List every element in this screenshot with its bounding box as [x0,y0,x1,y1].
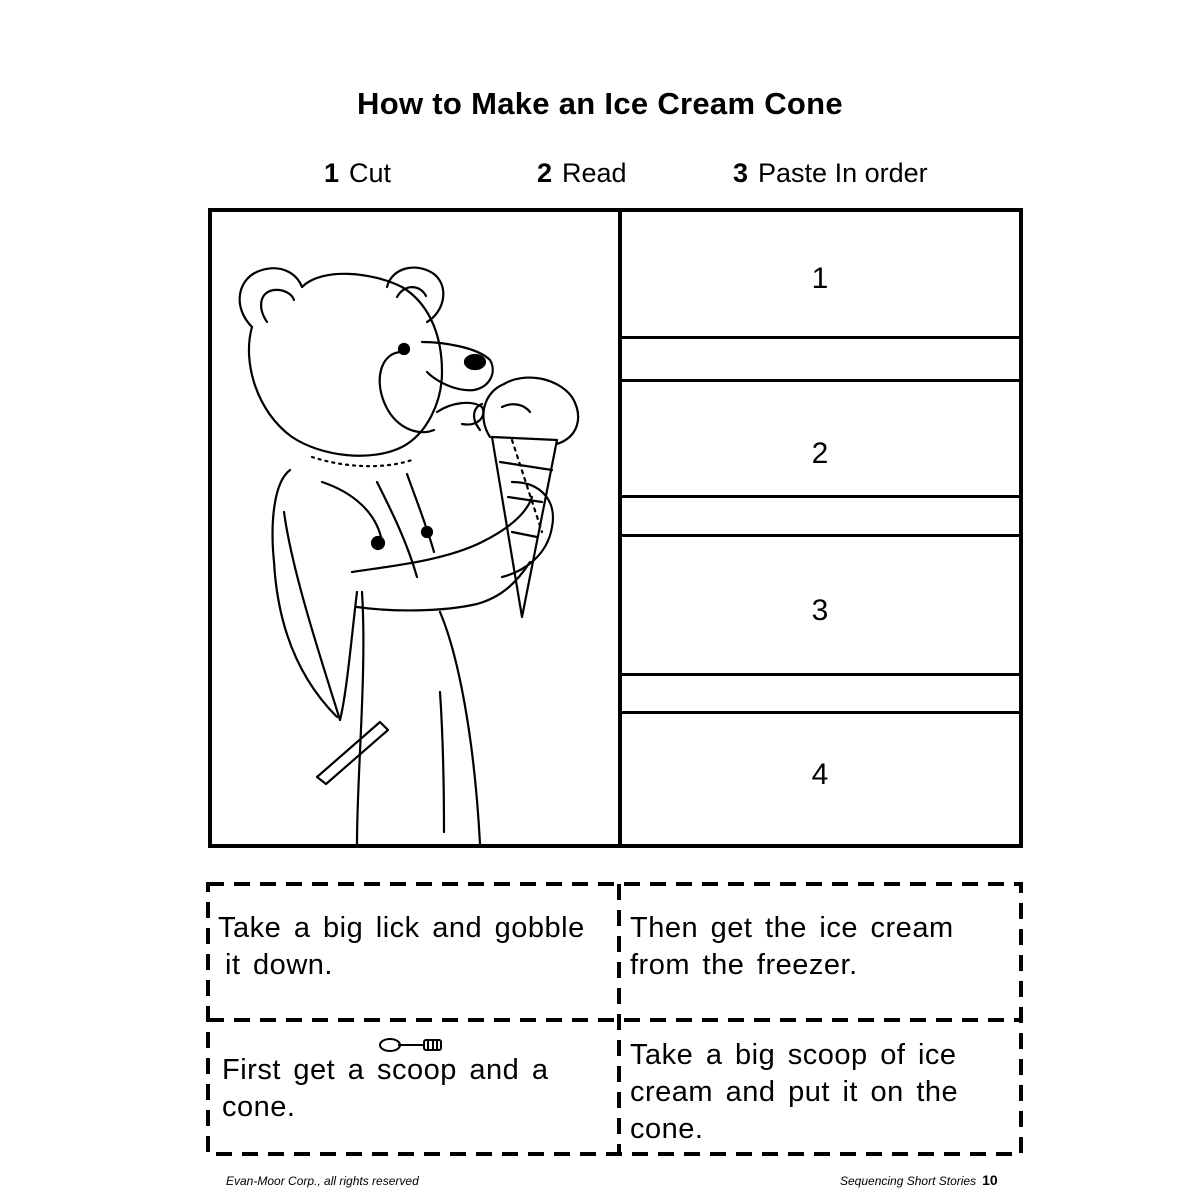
page-title: How to Make an Ice Cream Cone [357,86,843,121]
strip-text-line: from the freezer. [630,949,858,981]
paste-slot-3[interactable]: 3 [811,594,829,627]
instruction-label: Cut [349,158,392,188]
instruction-number: 2 [537,158,553,188]
sequence-strip-4[interactable] [630,1037,958,1148]
strip-text-line: First get a scoop and a [222,1054,549,1086]
strip-text-line: Take a big scoop of ice [630,1039,957,1071]
page-number: 10 [982,1172,998,1188]
strip-text-line: Take a big lick and gobble [218,912,585,944]
paste-slot-4[interactable]: 4 [811,758,829,791]
scoop-icon [378,1036,444,1056]
instruction-label: Paste In order [758,158,928,188]
series-title: Sequencing Short Stories [840,1174,977,1188]
sequence-strip-3[interactable] [222,1052,549,1126]
copyright-notice: Evan-Moor Corp., all rights reserved [226,1174,419,1188]
paste-slot-1[interactable]: 1 [811,262,829,295]
strip-text-line: cream and put it on the [630,1076,959,1108]
instruction-label: Read [562,158,627,188]
instruction-number: 3 [733,158,749,188]
sequence-strip-1[interactable] [218,910,585,984]
footer-series [840,1172,998,1188]
strip-text-line: Then get the ice cream [630,912,954,944]
paste-slot-2[interactable]: 2 [811,437,829,470]
instruction-number: 1 [324,158,340,188]
strip-text-line: cone. [630,1113,704,1145]
sequence-strip-2[interactable] [630,910,954,984]
strip-text-line: cone. [222,1091,296,1123]
strip-text-line: it down. [225,949,333,981]
